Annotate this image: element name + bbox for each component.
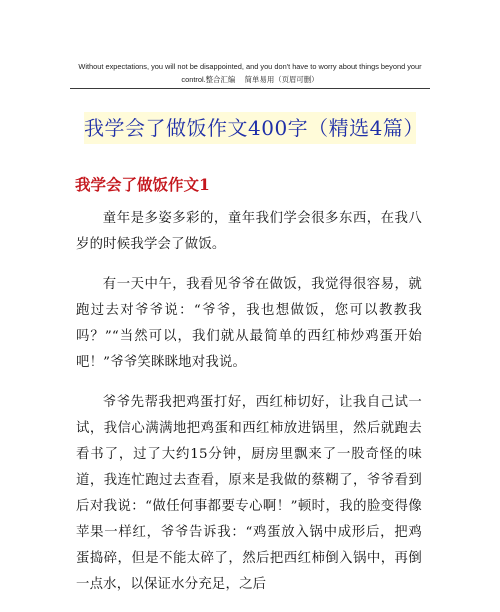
essay-body	[76, 206, 422, 612]
document-title: 我学会了做饭作文400字（精选4篇）	[84, 116, 424, 140]
paragraph-3: 爷爷先帮我把鸡蛋打好，西红柿切好，让我自己试一试，我信心满满地把鸡蛋和西红柿放进锅里，然后就跑去看书了，过了大约15分钟，厨房里飘来了一股奇怪的味道，我连忙跑过去查看，原来是我做的蔡糊了，爷爷看到后对我说：“做任何事都要专心啊！”顿时，我的脸变得像苹果一样红，爷爷告诉我：“鸡蛋放入锅中成形后，把鸡蛋捣碎，但是不能太碎了，然后把西红柿倒入锅中，再倒一点水，以保证水分充足，之后	[76, 395, 422, 592]
paragraph-2: 有一天中午，我看见爷爷在做饭，我觉得很容易，就跑过去对爷爷说：“爷爷，我也想做饭，您可以教教我吗？”“当然可以，我们就从最简单的西红柿炒鸡蛋开始吧！”爷爷笑眯眯地对我说。	[76, 277, 422, 370]
paragraph-1: 童年是多姿多彩的，童年我们学会很多东西，在我八岁的时候我学会了做饭。	[76, 211, 422, 252]
header-note: Without expectations, you will not be disappointed, and you don't have to worry about things beyond your control.整合汇编 简单易用（页眉可删）	[78, 62, 422, 84]
section-heading: 我学会了做饭作文1	[75, 175, 210, 194]
header-divider	[70, 88, 430, 89]
